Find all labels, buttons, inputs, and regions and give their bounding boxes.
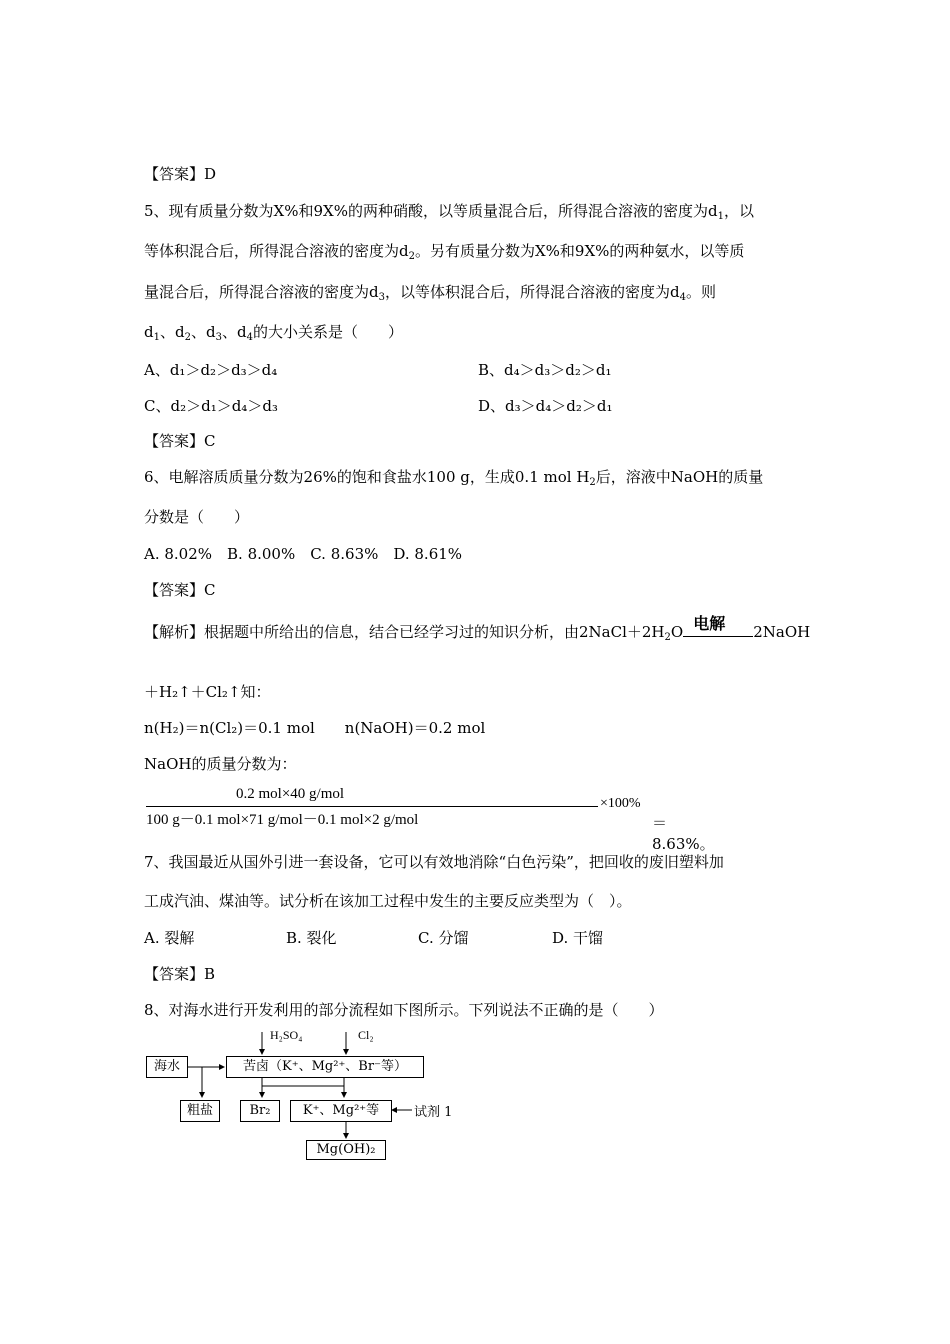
flow-arrows: [144, 1030, 464, 1160]
q5-option-b: B、d₄＞d₃＞d₂＞d₁: [478, 361, 612, 379]
q7-option-a: A. 裂解: [144, 929, 195, 947]
mass-fraction-formula: [144, 786, 715, 853]
reagent-label: 试剂 1: [414, 1105, 453, 1120]
q6-line2: 分数是（ ）: [144, 508, 250, 526]
q5-option-d: D、d₃＞d₄＞d₂＞d₁: [478, 397, 613, 415]
q6-moles: n(H₂)＝n(Cl₂)＝0.1 mol n(NaOH)＝0.2 mol: [144, 719, 486, 737]
q7-answer: 【答案】B: [144, 965, 216, 983]
q6-products: ＋H₂↑＋Cl₂↑知：: [144, 683, 271, 701]
seawater-flow-diagram: [144, 1030, 464, 1160]
q7-line2: 工成汽油、煤油等。试分析在该加工过程中发生的主要反应类型为（ ）。: [144, 892, 632, 910]
q5-line3: 量混合后，所得混合溶液的密度为$d_3$，以等体积混合后，所得混合溶液的密度为$d_4$。则: [144, 283, 716, 303]
q7-option-c: C. 分馏: [418, 929, 469, 947]
br2-box: Br₂: [240, 1100, 280, 1122]
q5-line1: 5、现有质量分数为X%和9X%的两种硝酸，以等质量混合后，所得混合溶液的密度为$d_1$，以: [144, 202, 754, 222]
fraction-percent: ×100%: [600, 796, 641, 811]
q7-option-b: B. 裂化: [286, 929, 337, 947]
q7-line1: 7、我国最近从国外引进一套设备，它可以有效地消除“白色污染”，把回收的废旧塑料加: [144, 853, 724, 871]
q7-option-d: D. 干馏: [552, 929, 604, 947]
q5-line4: $d_1$、$d_2$、$d_3$、$d_4$的大小关系是（ ）: [144, 323, 403, 343]
brine-box: 苦卤（K⁺、Mg²⁺、Br⁻等）: [226, 1056, 424, 1078]
fraction-result: ＝8.63%。: [652, 814, 715, 853]
fraction-bar: [146, 806, 598, 807]
q8-line1: 8、对海水进行开发利用的部分流程如下图所示。下列说法不正确的是（ ）: [144, 1001, 664, 1019]
crude-salt-box: 粗盐: [180, 1100, 220, 1122]
seawater-box: 海水: [146, 1056, 188, 1078]
q4-answer: 【答案】D: [144, 165, 217, 183]
q6-analysis-line1: 【解析】根据题中所给出的信息，结合已经学习过的知识分析，由$2NaCl+2H_2O$ 电解 2NaOH: [144, 614, 811, 643]
fraction-denominator: 100 g－0.1 mol×71 g/mol－0.1 mol×2 g/mol: [146, 812, 419, 828]
q5-answer: 【答案】C: [144, 432, 216, 450]
cl2-label: Cl₂: [358, 1028, 374, 1042]
k-mg-box: K⁺、Mg²⁺等: [290, 1100, 392, 1122]
electrolysis-label: 电解: [693, 614, 726, 633]
fraction-numerator: 0.2 mol×40 g/mol: [236, 786, 345, 802]
q6-options: A. 8.02% B. 8.00% C. 8.63% D. 8.61%: [144, 545, 463, 563]
q5-option-c: C、d₂＞d₁＞d₄＞d₃: [144, 397, 278, 415]
q5-option-a: A、d₁＞d₂＞d₃＞d₄: [144, 361, 278, 379]
mgoh2-box: Mg(OH)₂: [306, 1140, 386, 1160]
q6-mass-fraction-label: NaOH的质量分数为：: [144, 755, 297, 773]
q5-line2: 等体积混合后，所得混合溶液的密度为$d_2$。另有质量分数为X%和9X%的两种氨水，以等质: [144, 242, 745, 262]
q6-line1: 6、电解溶质质量分数为26%的饱和食盐水100 g，生成0.1 mol $H_2$后，溶液中NaOH的质量: [144, 468, 764, 488]
q6-answer: 【答案】C: [144, 581, 216, 599]
electrolysis-arrow: [683, 614, 753, 642]
h2so4-label: H₂SO₄: [270, 1028, 303, 1042]
